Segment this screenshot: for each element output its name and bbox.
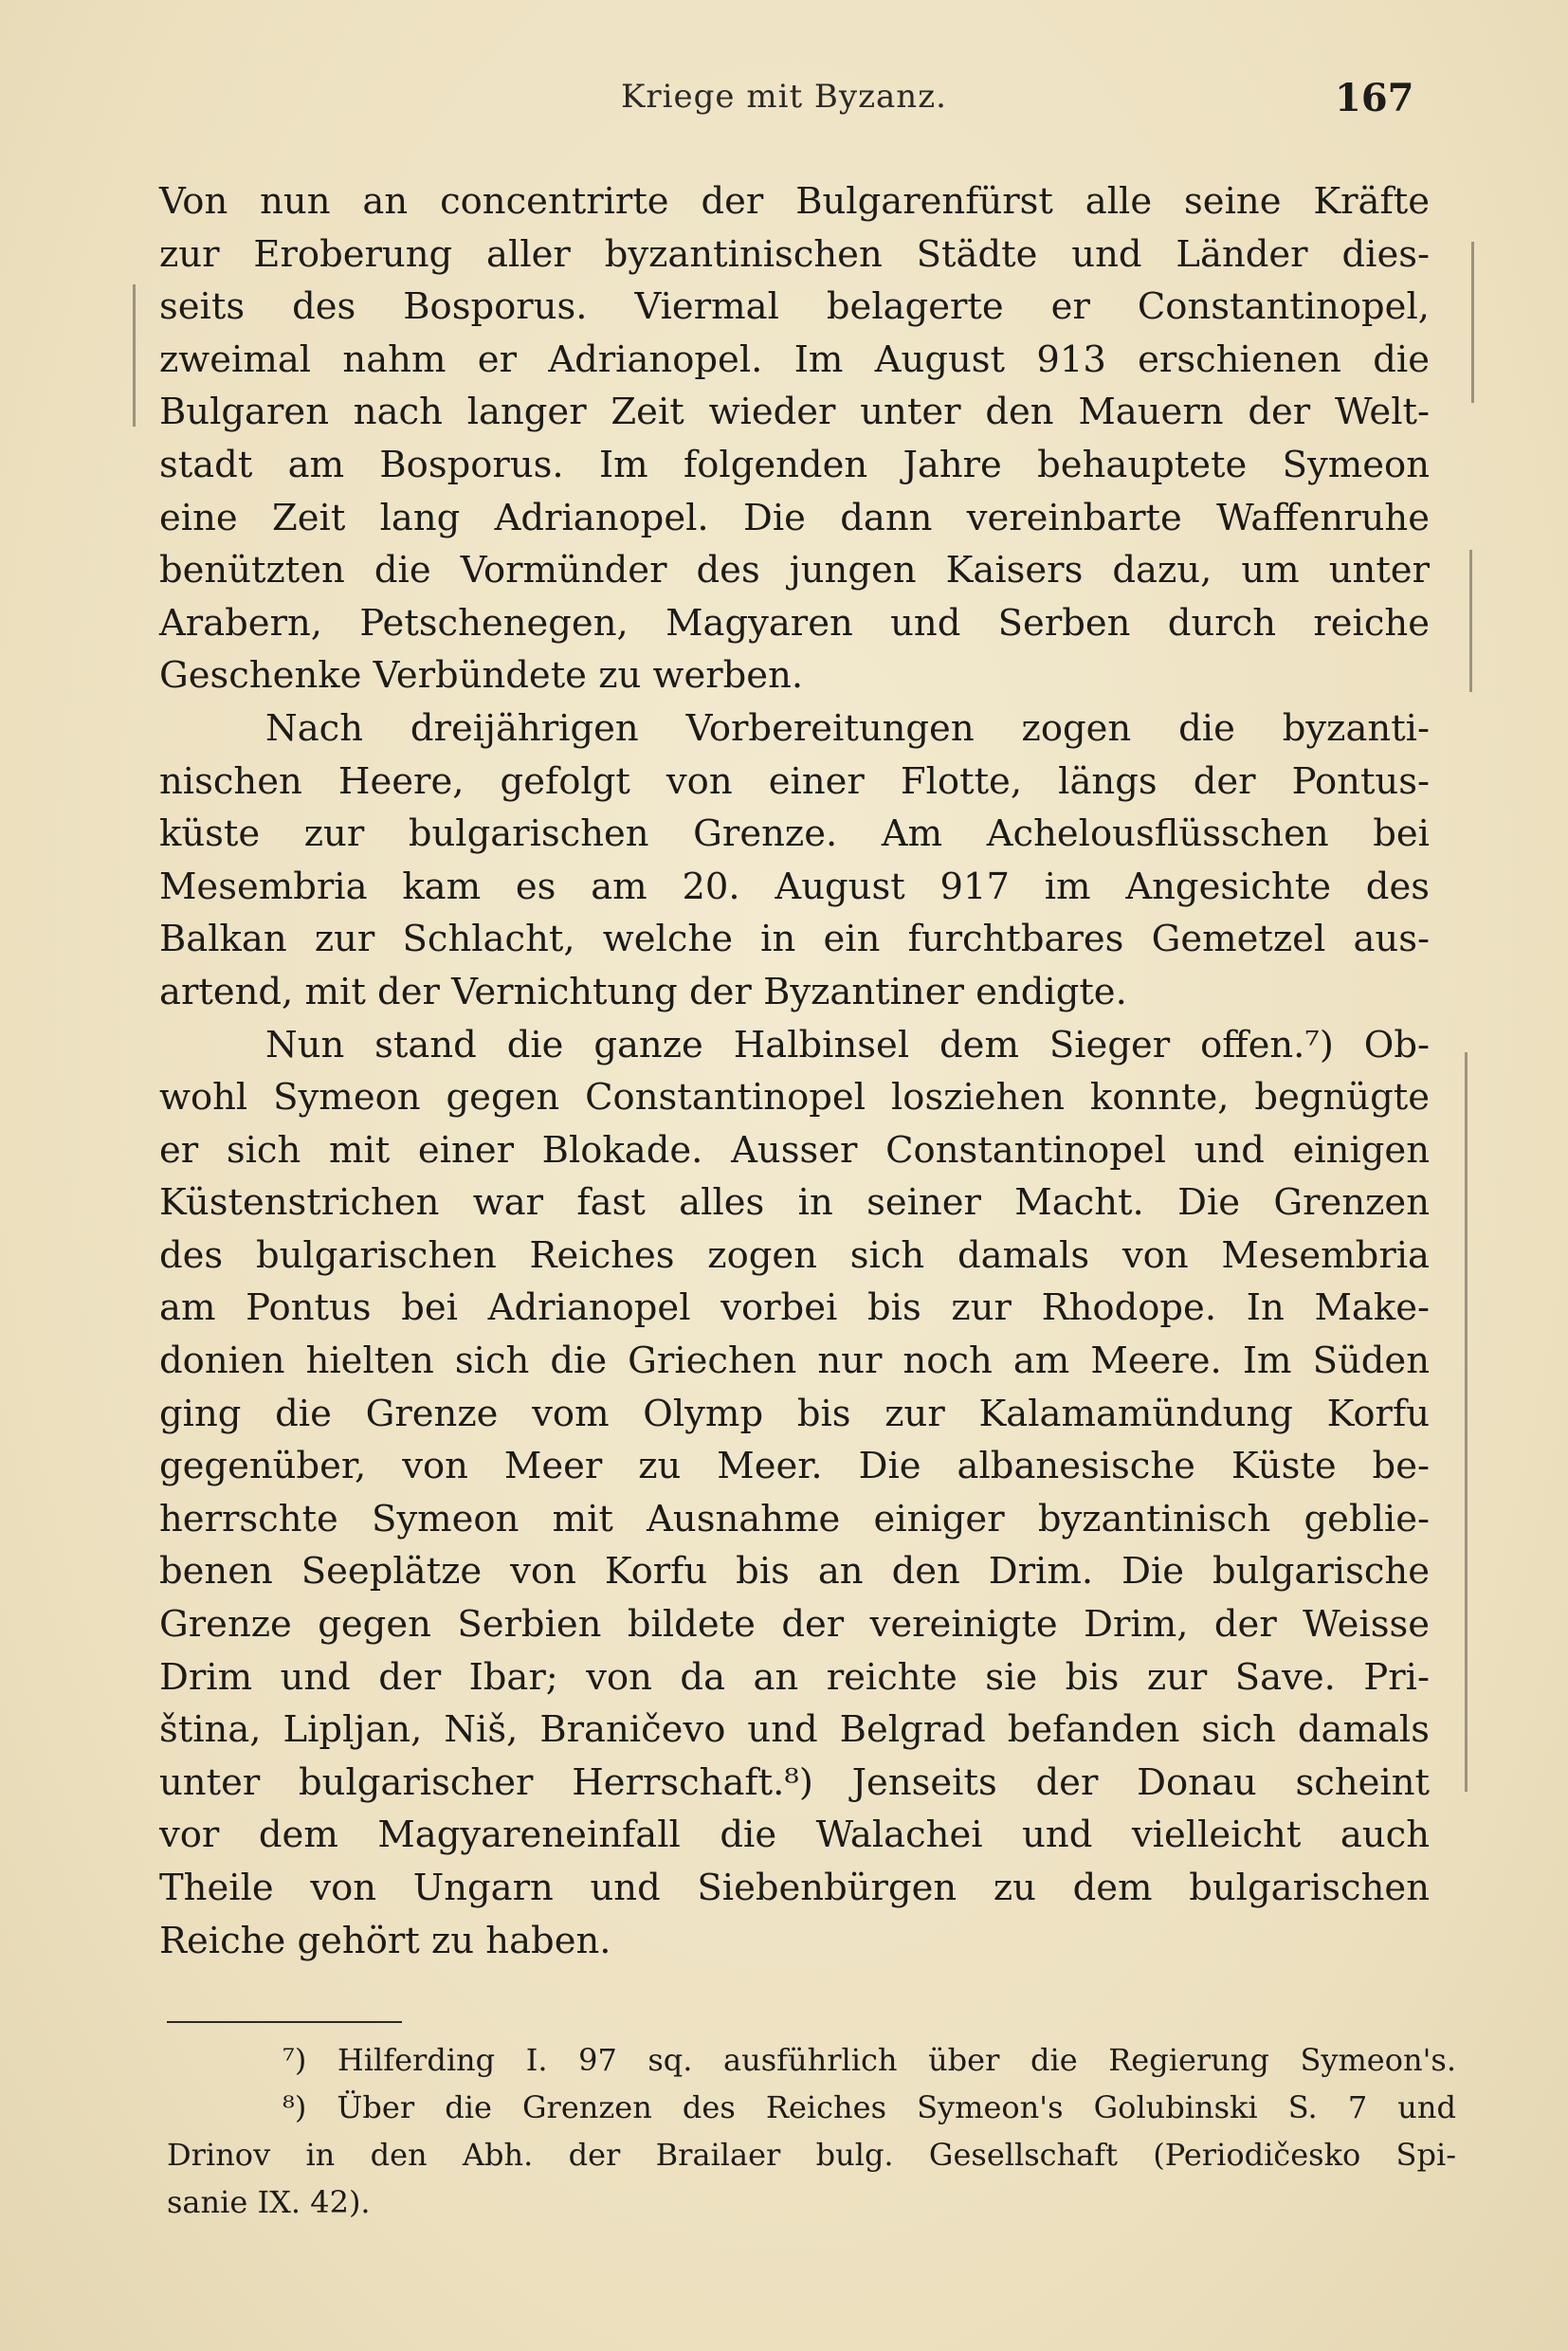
text-line: am Pontus bei Adrianopel vorbei bis zur Rhodope. In Make- <box>159 1286 1430 1330</box>
footnote-rule <box>167 2021 402 2023</box>
margin-pencil-mark <box>1469 550 1472 692</box>
text-line: küste zur bulgarischen Grenze. Am Achelousflüsschen bei <box>159 812 1430 856</box>
text-line: herrschte Symeon mit Ausnahme einiger byzantinisch geblie- <box>159 1497 1430 1540</box>
text-line: Geschenke Verbündete zu werben. <box>159 654 804 698</box>
text-line: Balkan zur Schlacht, welche in ein furchtbares Gemetzel aus- <box>159 918 1430 961</box>
text-line: eine Zeit lang Adrianopel. Die dann vereinbarte Waffenruhe <box>159 496 1430 539</box>
text-line: des bulgarischen Reiches zogen sich damals von Mesembria <box>159 1233 1430 1277</box>
text-line: stadt am Bosporus. Im folgenden Jahre behauptete Symeon <box>159 443 1430 486</box>
margin-pencil-mark <box>133 284 136 427</box>
text-line: Nach dreijährigen Vorbereitungen zogen die byzanti- <box>265 706 1430 750</box>
text-line: ština, Lipljan, Niš, Braničevo und Belgrad befanden sich damals <box>159 1708 1430 1752</box>
margin-pencil-mark <box>1471 242 1474 403</box>
text-line: Arabern, Petschenegen, Magyaren und Serben durch reiche <box>159 601 1430 645</box>
body-text <box>159 175 1430 1967</box>
text-line: gegenüber, von Meer zu Meer. Die albanesische Küste be- <box>159 1445 1430 1488</box>
paragraph-3 <box>159 1019 1430 1968</box>
text-line: Drim und der Ibar; von da an reichte sie bis zur Save. Pri- <box>159 1655 1430 1699</box>
running-title: Kriege mit Byzanz. <box>621 78 947 116</box>
text-line: vor dem Magyareneinfall die Walachei und vielleicht auch <box>159 1813 1430 1857</box>
text-line: Reiche gehört zu haben. <box>159 1919 611 1962</box>
text-line: unter bulgarischer Herrschaft.⁸) Jenseits der Donau scheint <box>159 1760 1430 1804</box>
margin-pencil-mark <box>1465 1052 1468 1792</box>
page-number: 167 <box>1335 76 1414 120</box>
footnote-8: ⁸) Über die Grenzen des Reiches Symeon's Golubinski S. 7 und <box>283 2089 1456 2125</box>
footnote-7: ⁷) Hilferding I. 97 sq. ausführlich über die Regierung Symeon's. <box>283 2042 1456 2078</box>
text-line: donien hielten sich die Griechen nur noch am Meere. Im Süden <box>159 1340 1430 1383</box>
text-line: Mesembria kam es am 20. August 917 im Angesichte des <box>159 865 1430 908</box>
text-line: ging die Grenze vom Olymp bis zur Kalamamündung Korfu <box>159 1392 1430 1435</box>
text-line: nischen Heere, gefolgt von einer Flotte, längs der Pontus- <box>159 759 1430 803</box>
paragraph-1 <box>159 175 1430 702</box>
footnote-8-continued: Drinov in den Abh. der Brailaer bulg. Gesellschaft (Periodičesko Spi- <box>167 2137 1456 2173</box>
text-line: Küstenstrichen war fast alles in seiner Macht. Die Grenzen <box>159 1181 1430 1225</box>
text-line: seits des Bosporus. Viermal belagerte er Constantinopel, <box>159 285 1430 329</box>
text-line: zweimal nahm er Adrianopel. Im August 913 erschienen die <box>159 337 1430 381</box>
text-line: benützten die Vormünder des jungen Kaisers dazu, um unter <box>159 549 1430 592</box>
text-line: benen Seeplätze von Korfu bis an den Drim. Die bulgarische <box>159 1550 1430 1594</box>
text-line: Grenze gegen Serbien bildete der vereinigte Drim, der Weisse <box>159 1603 1430 1647</box>
text-line: artend, mit der Vernichtung der Byzantiner endigte. <box>159 970 1127 1013</box>
text-line: Von nun an concentrirte der Bulgarenfürst alle seine Kräfte <box>159 180 1430 223</box>
text-line: Bulgaren nach langer Zeit wieder unter den Mauern der Welt- <box>159 391 1430 434</box>
text-line: er sich mit einer Blokade. Ausser Constantinopel und einigen <box>159 1128 1430 1172</box>
footnote-8-continued: sanie IX. 42). <box>167 2184 371 2220</box>
text-line: zur Eroberung aller byzantinischen Städte und Länder dies- <box>159 232 1430 276</box>
text-line: wohl Symeon gegen Constantinopel losziehen konnte, begnügte <box>159 1076 1430 1120</box>
text-line: Theile von Ungarn und Siebenbürgen zu dem bulgarischen <box>159 1867 1430 1909</box>
running-head <box>0 78 1568 135</box>
paragraph-2 <box>159 702 1430 1019</box>
text-line: Nun stand die ganze Halbinsel dem Sieger offen.⁷) Ob- <box>265 1023 1430 1066</box>
footnotes <box>167 2036 1456 2226</box>
